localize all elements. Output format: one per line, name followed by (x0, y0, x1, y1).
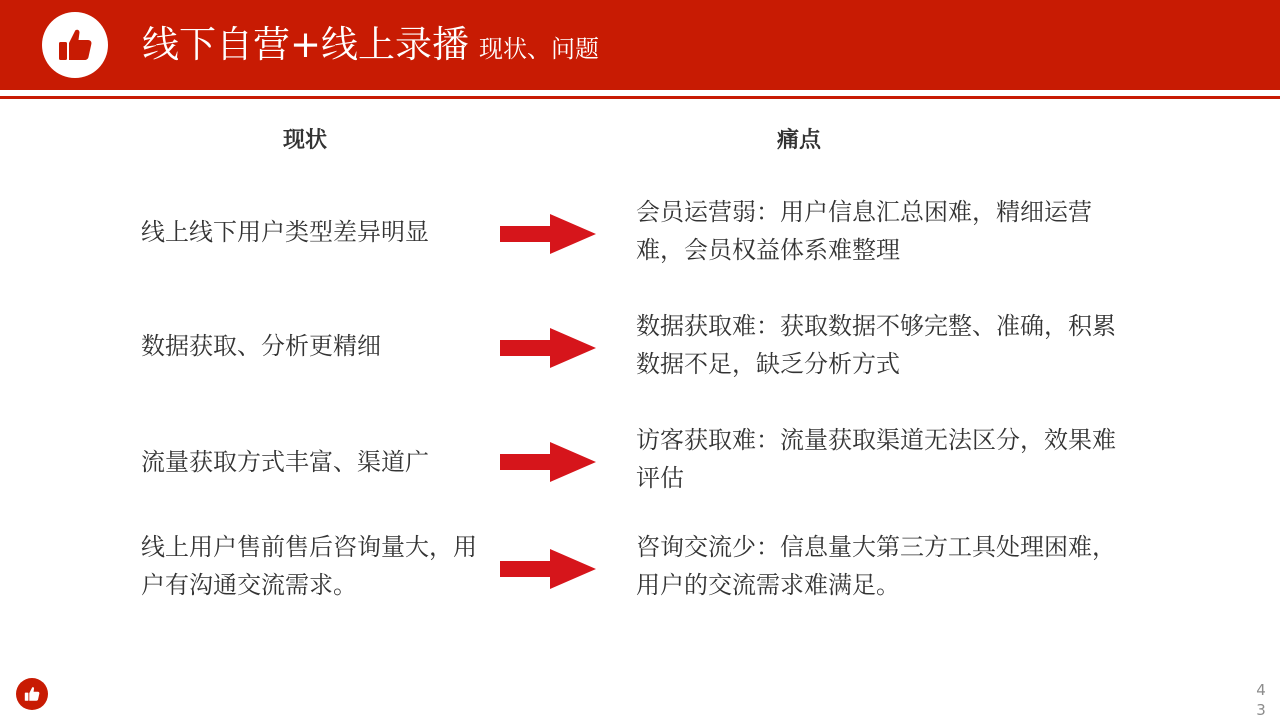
pain-text: 会员运营弱：用户信息汇总困难，精细运营难，会员权益体系难整理 (636, 198, 1092, 264)
status-text: 数据获取、分析更精细 (141, 332, 381, 360)
footer-logo (16, 678, 48, 710)
page-number: 43 (1256, 681, 1266, 719)
status-text: 线上线下用户类型差异明显 (141, 218, 429, 246)
header-bar (0, 0, 1280, 90)
pain-text: 咨询交流少：信息量大第三方工具处理困难，用户的交流需求难满足。 (636, 533, 1116, 599)
pain-text: 数据获取难：获取数据不够完整、准确，积累数据不足，缺乏分析方式 (636, 312, 1116, 378)
status-text: 线上用户售前售后咨询量大，用户有沟通交流需求。 (141, 533, 477, 599)
pain-column-heading: 痛点 (777, 128, 822, 153)
right-arrow-icon (498, 210, 598, 258)
right-arrow-icon (498, 438, 598, 486)
header-divider (0, 96, 1280, 99)
status-column-heading: 现状 (283, 128, 328, 153)
thumbs-up-icon (23, 685, 41, 703)
title-main: 线下自营+线上录播 (142, 23, 470, 66)
status-text: 流量获取方式丰富、渠道广 (141, 448, 429, 476)
pain-text: 访客获取难：流量获取渠道无法区分，效果难评估 (636, 426, 1116, 492)
logo-badge (42, 12, 108, 78)
right-arrow-icon (498, 324, 598, 372)
title-subtitle: 现状、问题 (479, 35, 600, 63)
thumbs-up-icon (55, 25, 95, 65)
right-arrow-icon (498, 545, 598, 593)
slide-title (142, 18, 599, 72)
